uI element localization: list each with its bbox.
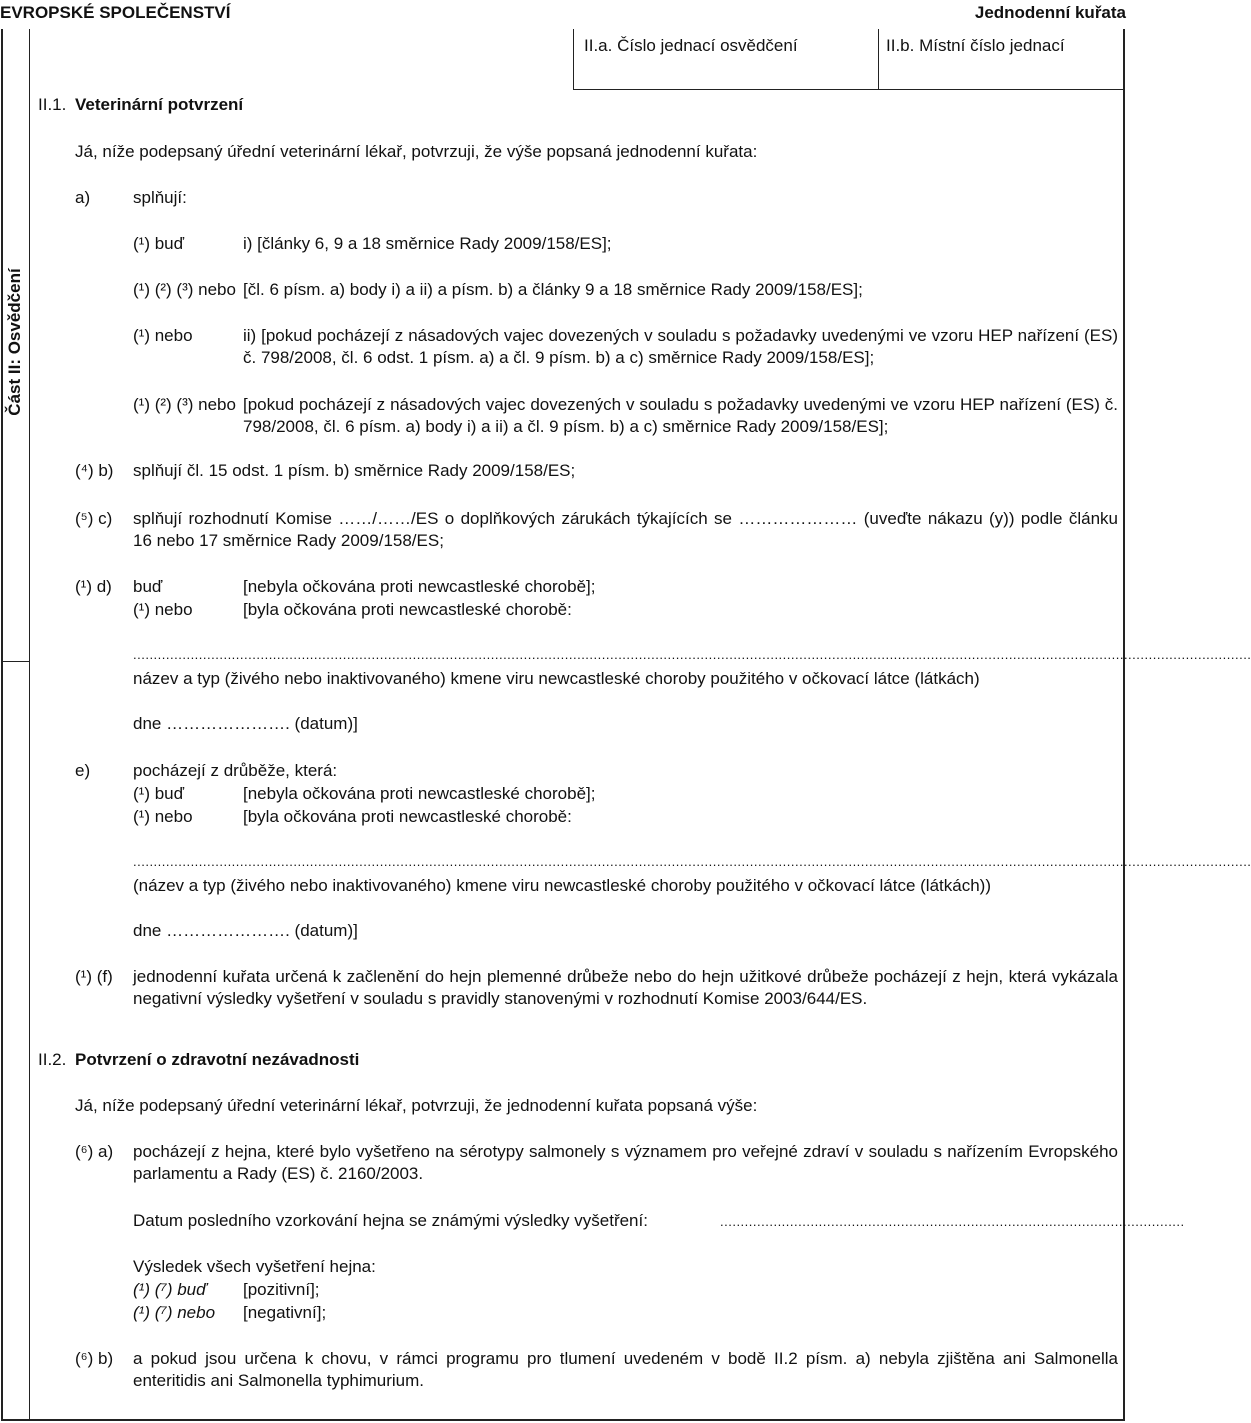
side-label-box [1, 29, 30, 662]
s1-r4-text: [pokud pocházejí z násadových vajec dovezených v souladu s požadavky uvedenými ve vzoru HEP nařízení (ES) č. 798/2008, čl. 6 písm. a) body i) a ii) a čl. 9 písm. b) a c) směrnice Rady 2009/158/ES]; [243, 395, 1118, 436]
s1-e2-marker: (¹) nebo [133, 807, 193, 826]
s2-res1-marker: (¹) (⁷) buď [133, 1280, 207, 1299]
s1-r2-text: [čl. 6 písm. a) body i) a ii) a písm. b) a články 9 a 18 směrnice Rady 2009/158/ES]; [243, 280, 863, 299]
s1-number: II.1. [38, 95, 67, 114]
s1-r3-text: ii) [pokud pocházejí z násadových vajec dovezených v souladu s požadavky uvedenými ve vzoru HEP nařízení (ES) č. 798/2008, čl. 6 odst. 1 písm. a) a čl. 9 písm. b) a c) směrnice Rady 2009/158/ES]; [243, 326, 1118, 367]
s1-d-dotted-line: ................................................................................................................................................................................................................................................................................ [133, 647, 1251, 662]
local-ref-label: II.b. Místní číslo jednací [886, 36, 1065, 55]
s2-result-title: Výsledek všech vyšetření hejna: [133, 1257, 376, 1276]
s1-e2-text: [byla očkována proti newcastleské chorobě: [243, 807, 572, 826]
s1-d2-text: [byla očkována proti newcastleské chorobě: [243, 600, 572, 619]
header-right: Jednodenní kuřata [974, 3, 1126, 22]
s2-res1-text: [pozitivní]; [243, 1280, 320, 1299]
s1-r2-marker: (¹) (²) (³) nebo [133, 280, 236, 299]
s1-e-date: dne …………………. (datum)] [133, 921, 358, 940]
s2-a-text: pocházejí z hejna, které bylo vyšetřeno na sérotypy salmonely s významem pro veřejné zdraví v souladu s nařízením Evropského parlamentu a Rady (ES) č. 2160/2003. [133, 1142, 1118, 1183]
s2-b-label: (⁶) b) [75, 1349, 114, 1368]
s1-d-date: dne …………………. (datum)] [133, 714, 358, 733]
s1-d-label: (¹) d) [75, 577, 112, 596]
s1-d1-marker: buď [133, 577, 163, 596]
s1-r4-marker: (¹) (²) (³) nebo [133, 395, 236, 414]
s1-e-label: e) [75, 761, 91, 780]
s2-date-dotted-line: ................................................................................................................. [720, 1214, 1185, 1229]
s1-d1-text: [nebyla očkována proti newcastleské chorobě]; [243, 577, 596, 596]
s2-title: Potvrzení o zdravotní nezávadnosti [75, 1050, 360, 1069]
side-label: Část II: Osvědčení [5, 268, 24, 416]
s1-f-text: jednodenní kuřata určená k začlenění do hejn plemenné drůbeže nebo do hejn užitkové drůbeže pocházejí z hejn, která vykázala negativní výsledky vyšetření v souladu s pravidly stanovenými v rozhodnutí Komise 2003/644/ES. [133, 967, 1118, 1008]
s2-number: II.2. [38, 1050, 67, 1069]
s1-intro: Já, níže podepsaný úřední veterinární lékař, potvrzuji, že výše popsaná jednodenní kuřata: [75, 142, 758, 161]
s2-intro: Já, níže podepsaný úřední veterinární lékař, potvrzuji, že jednodenní kuřata popsaná výše: [75, 1096, 758, 1115]
s2-res2-marker: (¹) (⁷) nebo [133, 1303, 216, 1322]
s1-a-label: a) [75, 188, 91, 207]
s1-e-strain: (název a typ (živého nebo inaktivovaného) kmene viru newcastleské choroby použitého v očkovací látce (látkách)) [133, 876, 991, 895]
s1-title: Veterinární potvrzení [75, 95, 244, 114]
s1-d-strain: název a typ (živého nebo inaktivovaného) kmene viru newcastleské choroby použitého v očkovací látce (látkách) [133, 669, 980, 688]
s1-e-dotted-line: ................................................................................................................................................................................................................................................................................ [133, 854, 1251, 869]
s1-a-text: splňují: [133, 188, 187, 207]
s1-e1-marker: (¹) buď [133, 784, 185, 803]
s1-e-text: pocházejí z drůběže, která: [133, 761, 338, 780]
s1-c-label: (⁵) c) [75, 509, 113, 528]
s1-b-label: (⁴) b) [75, 461, 114, 480]
s1-r1-marker: (¹) buď [133, 234, 185, 253]
s2-res2-text: [negativní]; [243, 1303, 327, 1322]
reference-divider [878, 29, 879, 90]
s1-e1-text: [nebyla očkována proti newcastleské chorobě]; [243, 784, 596, 803]
s1-r3-marker: (¹) nebo [133, 326, 193, 345]
s2-b-text: a pokud jsou určena k chovu, v rámci programu pro tlumení uvedeném v bodě II.2 písm. a) nebyla zjištěna ani Salmonella enteritidis ani Salmonella typhimurium. [133, 1349, 1118, 1390]
s1-f-label: (¹) (f) [75, 967, 113, 986]
s1-c-text: splňují rozhodnutí Komise ……/……/ES o doplňkových zárukách týkajících se ………………… (uveďte nákazu (y)) podle článku 16 nebo 17 směrnice Rady 2009/158/ES; [133, 509, 1118, 550]
s1-d2-marker: (¹) nebo [133, 600, 193, 619]
header-left: EVROPSKÉ SPOLEČENSTVÍ [0, 3, 231, 22]
s1-b-text: splňují čl. 15 odst. 1 písm. b) směrnice Rady 2009/158/ES; [133, 461, 576, 480]
s2-a-label: (⁶) a) [75, 1142, 114, 1161]
s2-date-label: Datum posledního vzorkování hejna se známými výsledky vyšetření: [133, 1211, 648, 1230]
cert-ref-label: II.a. Číslo jednací osvědčení [584, 36, 798, 55]
s1-r1-text: i) [články 6, 9 a 18 směrnice Rady 2009/158/ES]; [243, 234, 612, 253]
